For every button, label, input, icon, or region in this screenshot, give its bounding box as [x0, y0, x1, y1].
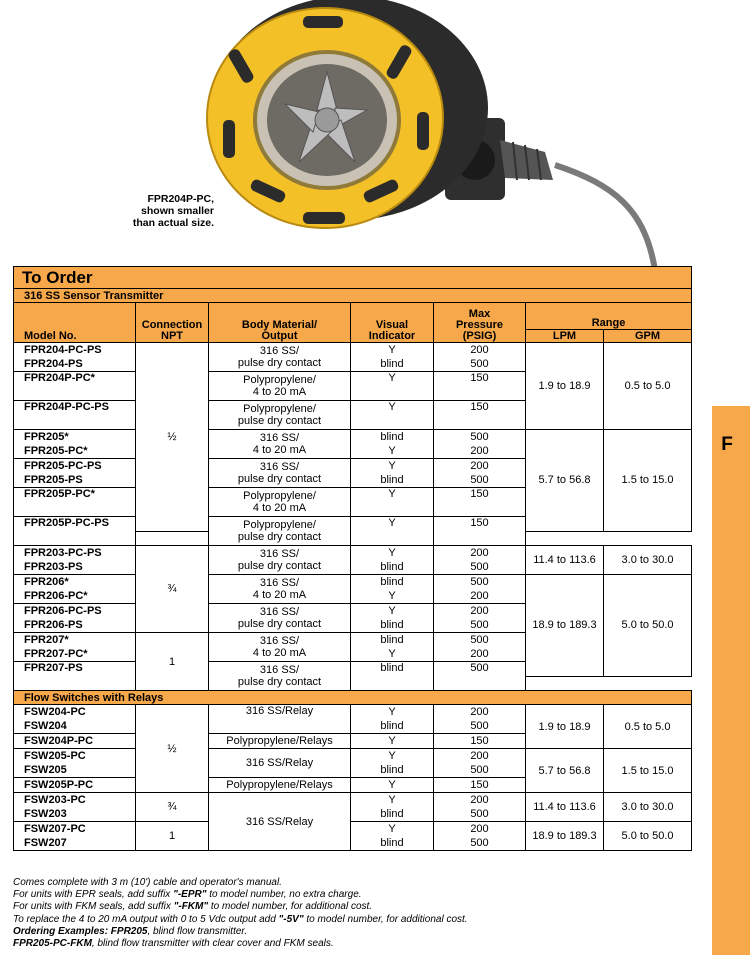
section-letter: F	[721, 434, 733, 455]
material-cell	[209, 401, 351, 430]
pressure-cell: 500	[434, 763, 526, 778]
pressure-cell: 200	[434, 822, 526, 837]
model-cell: FPR205-PS	[14, 473, 136, 488]
visual-cell: blind	[351, 719, 434, 734]
lpm-cell: 11.4 to 113.6	[526, 546, 604, 575]
header-visual-line: Visual	[375, 319, 409, 331]
visual-cell: Y	[351, 604, 434, 619]
pressure-cell: 500	[434, 633, 526, 648]
table-row	[14, 749, 692, 764]
material-line: pulse dry contact	[237, 415, 322, 427]
header-connection-line: NPT	[161, 330, 183, 342]
header-pressure-line: (PSIG)	[462, 330, 497, 342]
table-row	[14, 430, 692, 445]
visual-cell: Y	[351, 372, 434, 401]
pressure-cell: 200	[434, 749, 526, 764]
gpm-cell: 3.0 to 30.0	[604, 793, 692, 822]
material-cell	[209, 430, 351, 459]
material-cell	[209, 517, 351, 546]
model-cell-empty	[14, 415, 136, 430]
header-pressure	[434, 303, 526, 343]
header-model: Model No.	[14, 303, 136, 343]
visual-cell: Y	[351, 705, 434, 720]
note-text: to model number, for additional cost.	[208, 901, 373, 913]
note-text: to model number, for additional cost.	[303, 913, 468, 925]
table-row	[14, 705, 692, 720]
note-text: To replace the 4 to 20 mA output with 0 to 5 Vdc output add	[13, 913, 279, 925]
header-body-line: Body Material/	[241, 319, 318, 331]
pressure-cell: 200	[434, 459, 526, 474]
note-text: , blind flow transmitter.	[147, 925, 248, 937]
gpm-cell: 3.0 to 30.0	[604, 546, 692, 575]
header-range: Range	[526, 303, 692, 330]
model-cell: FSW203-PC	[14, 793, 136, 808]
pressure-cell: 500	[434, 473, 526, 488]
visual-cell: blind	[351, 662, 434, 691]
material-cell	[209, 604, 351, 633]
lpm-cell: 5.7 to 56.8	[526, 430, 604, 532]
model-cell: FPR205P-PC*	[14, 488, 136, 503]
visual-cell: blind	[351, 763, 434, 778]
material-line: 316 SS/	[259, 345, 300, 357]
visual-cell: Y	[351, 647, 434, 662]
table-row	[14, 575, 692, 590]
material-line: 316 SS/	[259, 577, 300, 589]
visual-cell: blind	[351, 357, 434, 372]
caption-line: FPR204P-PC,	[147, 193, 214, 205]
model-cell: FSW205P-PC	[14, 778, 136, 793]
model-cell: FSW205-PC	[14, 749, 136, 764]
visual-cell: Y	[351, 734, 434, 749]
connection-cell: 1	[136, 822, 209, 851]
material-line: pulse dry contact	[237, 531, 322, 543]
material-line: 316 SS/	[259, 461, 300, 473]
model-cell: FPR207-PC*	[14, 647, 136, 662]
photo-caption	[96, 193, 214, 229]
material-line: Polypropylene/	[243, 519, 316, 531]
pressure-cell: 200	[434, 793, 526, 808]
note-example: FPR205-PC-FKM	[13, 938, 92, 950]
table-row	[14, 822, 692, 837]
header-connection-line: Connection	[141, 319, 203, 331]
header-pressure-line: Max	[468, 308, 491, 320]
gpm-cell: 5.0 to 50.0	[604, 575, 692, 677]
note-text: to model number, no extra charge.	[206, 889, 362, 901]
note-line	[13, 901, 703, 913]
visual-cell: blind	[351, 575, 434, 590]
visual-cell: Y	[351, 546, 434, 561]
lpm-cell: 11.4 to 113.6	[526, 793, 604, 822]
pressure-cell: 200	[434, 343, 526, 358]
model-cell: FPR204P-PC*	[14, 372, 136, 387]
visual-cell: Y	[351, 459, 434, 474]
model-cell-empty	[14, 531, 136, 546]
caption-line: than actual size.	[132, 217, 214, 229]
visual-cell: blind	[351, 633, 434, 648]
pressure-cell: 500	[434, 618, 526, 633]
pressure-cell: 150	[434, 778, 526, 793]
note-example: Ordering Examples: FPR205	[13, 925, 148, 937]
model-cell: FSW204	[14, 719, 136, 734]
material-cell: 316 SS/Relay	[209, 793, 351, 851]
pressure-cell: 500	[434, 662, 526, 691]
pressure-cell: 200	[434, 604, 526, 619]
header-pressure-line: Pressure	[455, 319, 504, 331]
note-line: Comes complete with 3 m (10') cable and operator's manual.	[13, 877, 282, 888]
model-cell: FSW204P-PC	[14, 734, 136, 749]
header-gpm: GPM	[604, 330, 692, 343]
model-cell: FSW207-PC	[14, 822, 136, 837]
model-cell: FPR203-PC-PS	[14, 546, 136, 561]
material-cell	[209, 575, 351, 604]
connection-cell: ½	[136, 343, 209, 532]
pressure-cell: 150	[434, 517, 526, 546]
pressure-cell: 500	[434, 575, 526, 590]
visual-cell: Y	[351, 589, 434, 604]
visual-cell: Y	[351, 444, 434, 459]
model-cell: FPR204-PC-PS	[14, 343, 136, 358]
pressure-cell: 150	[434, 734, 526, 749]
material-cell: 316 SS/Relay	[209, 705, 351, 734]
model-cell: FPR205-PC*	[14, 444, 136, 459]
note-text: For units with EPR seals, add suffix	[13, 889, 174, 901]
pressure-cell: 500	[434, 430, 526, 445]
pressure-cell: 150	[434, 372, 526, 401]
material-line: pulse dry contact	[237, 473, 322, 485]
connection-cell: 1	[136, 633, 209, 691]
material-line: pulse dry contact	[237, 357, 322, 369]
section-row	[14, 289, 692, 303]
note-line	[13, 926, 703, 938]
lpm-cell: 18.9 to 189.3	[526, 575, 604, 677]
product-photo	[195, 0, 675, 270]
cable	[555, 165, 655, 270]
note-line	[13, 914, 703, 926]
pressure-cell: 150	[434, 488, 526, 517]
model-cell: FPR206-PC-PS	[14, 604, 136, 619]
model-cell: FSW205	[14, 763, 136, 778]
pressure-cell: 200	[434, 589, 526, 604]
pressure-cell: 500	[434, 357, 526, 372]
model-cell-empty	[14, 386, 136, 401]
visual-cell: Y	[351, 401, 434, 430]
material-line: 4 to 20 mA	[252, 647, 307, 659]
material-cell	[209, 343, 351, 372]
model-cell: FPR203-PS	[14, 560, 136, 575]
header-visual	[351, 303, 434, 343]
section-side-tab	[712, 406, 750, 955]
order-notes	[13, 877, 703, 950]
pressure-cell: 150	[434, 401, 526, 430]
header-row	[14, 303, 692, 330]
table-title: To Order	[14, 267, 692, 289]
model-cell-empty	[14, 502, 136, 517]
header-body	[209, 303, 351, 343]
material-line: 4 to 20 mA	[252, 589, 307, 601]
visual-cell: Y	[351, 778, 434, 793]
pressure-cell: 200	[434, 444, 526, 459]
header-connection	[136, 303, 209, 343]
material-line: pulse dry contact	[237, 560, 322, 572]
header-lpm: LPM	[526, 330, 604, 343]
material-cell: Polypropylene/Relays	[209, 778, 351, 793]
pressure-cell: 200	[434, 647, 526, 662]
gpm-cell: 1.5 to 15.0	[604, 430, 692, 532]
material-cell	[209, 488, 351, 517]
section-switch-title: Flow Switches with Relays	[14, 691, 692, 705]
pressure-cell: 500	[434, 560, 526, 575]
model-cell: FPR207-PS	[14, 662, 136, 677]
caption-line: shown smaller	[141, 205, 214, 217]
material-line: 316 SS/	[259, 606, 300, 618]
visual-cell: Y	[351, 749, 434, 764]
material-line: 316 SS/	[259, 432, 300, 444]
connection-cell: ½	[136, 705, 209, 793]
visual-cell: Y	[351, 793, 434, 808]
order-table	[13, 266, 692, 851]
model-cell: FSW203	[14, 807, 136, 822]
pressure-cell: 200	[434, 705, 526, 720]
note-line	[13, 889, 703, 901]
section-sensor-title: 316 SS Sensor Transmitter	[14, 289, 692, 303]
visual-cell: blind	[351, 430, 434, 445]
table-title-row	[14, 267, 692, 289]
lpm-cell: 18.9 to 189.3	[526, 822, 604, 851]
pressure-cell: 500	[434, 836, 526, 851]
connection-cell: ¾	[136, 793, 209, 822]
model-cell: FPR206-PS	[14, 618, 136, 633]
table-row	[14, 343, 692, 358]
model-cell: FPR205-PC-PS	[14, 459, 136, 474]
model-cell: FPR207*	[14, 633, 136, 648]
visual-cell: blind	[351, 807, 434, 822]
material-line: 316 SS/	[259, 664, 300, 676]
lpm-cell: 5.7 to 56.8	[526, 749, 604, 793]
gpm-cell: 1.5 to 15.0	[604, 749, 692, 793]
model-cell: FSW207	[14, 836, 136, 851]
visual-cell: Y	[351, 517, 434, 546]
model-cell: FPR205*	[14, 430, 136, 445]
material-line: 316 SS/	[259, 635, 300, 647]
visual-cell: Y	[351, 343, 434, 358]
material-line: 4 to 20 mA	[252, 386, 307, 398]
material-cell	[209, 546, 351, 575]
pressure-cell: 200	[434, 546, 526, 561]
material-line: pulse dry contact	[237, 618, 322, 630]
visual-cell: blind	[351, 836, 434, 851]
gpm-cell: 5.0 to 50.0	[604, 822, 692, 851]
pressure-cell: 500	[434, 807, 526, 822]
material-line: Polypropylene/	[243, 374, 316, 386]
material-line: Polypropylene/	[243, 490, 316, 502]
pressure-cell: 500	[434, 719, 526, 734]
visual-cell: Y	[351, 488, 434, 517]
visual-cell: Y	[351, 822, 434, 837]
header-body-line: Output	[261, 330, 298, 342]
lpm-cell: 1.9 to 18.9	[526, 705, 604, 749]
note-suffix: "-EPR"	[173, 889, 207, 901]
material-line: Polypropylene/	[243, 403, 316, 415]
material-cell	[209, 459, 351, 488]
material-cell	[209, 662, 351, 691]
model-cell: FPR206*	[14, 575, 136, 590]
material-cell	[209, 633, 351, 662]
visual-cell: blind	[351, 618, 434, 633]
material-cell: Polypropylene/Relays	[209, 734, 351, 749]
material-line: 316 SS/	[259, 548, 300, 560]
gpm-cell: 0.5 to 5.0	[604, 343, 692, 430]
gpm-cell: 0.5 to 5.0	[604, 705, 692, 749]
table-row	[14, 793, 692, 808]
note-suffix: "-5V"	[278, 913, 304, 925]
model-cell: FPR205P-PC-PS	[14, 517, 136, 532]
lpm-cell: 1.9 to 18.9	[526, 343, 604, 430]
model-cell: FPR206-PC*	[14, 589, 136, 604]
note-suffix: "-FKM"	[173, 901, 209, 913]
model-cell: FPR204-PS	[14, 357, 136, 372]
model-cell-empty	[14, 676, 136, 691]
material-line: 4 to 20 mA	[252, 502, 307, 514]
note-line	[13, 938, 703, 950]
section-row	[14, 691, 692, 705]
model-cell: FSW204-PC	[14, 705, 136, 720]
connection-cell: ¾	[136, 546, 209, 633]
note-text: , blind flow transmitter with clear cover and FKM seals.	[91, 938, 334, 950]
header-visual-line: Indicator	[368, 330, 416, 342]
visual-cell: blind	[351, 560, 434, 575]
visual-cell: blind	[351, 473, 434, 488]
table-row	[14, 546, 692, 561]
material-cell	[209, 372, 351, 401]
model-cell: FPR204P-PC-PS	[14, 401, 136, 416]
note-text: For units with FKM seals, add suffix	[13, 901, 174, 913]
material-line: pulse dry contact	[237, 676, 322, 688]
material-line: 4 to 20 mA	[252, 444, 307, 456]
material-cell: 316 SS/Relay	[209, 749, 351, 778]
